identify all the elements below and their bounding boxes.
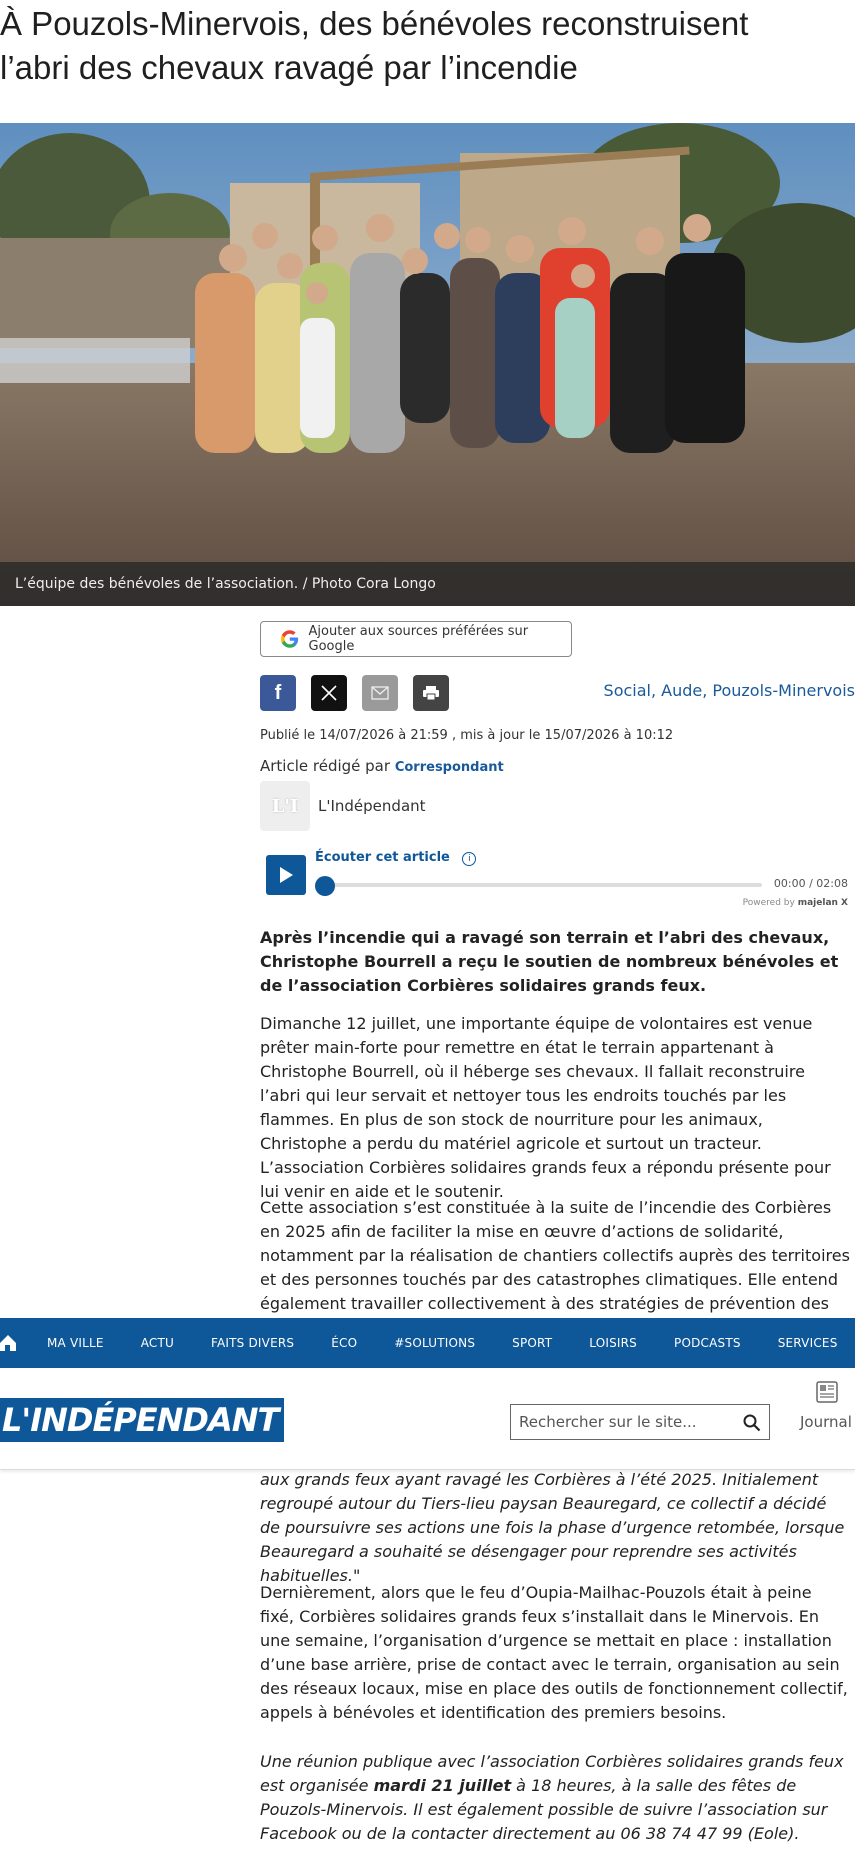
- site-logo[interactable]: L'INDÉPENDANT: [0, 1398, 284, 1442]
- google-button-label: Ajouter aux sources préférées sur Google: [308, 624, 529, 654]
- article-info-note: [260, 1750, 850, 1846]
- nav-item-podcasts[interactable]: PODCASTS: [674, 1336, 741, 1350]
- listen-label: [315, 850, 476, 866]
- newspaper-icon[interactable]: [815, 1380, 839, 1404]
- nav-item-faits-divers[interactable]: FAITS DIVERS: [210, 1336, 295, 1350]
- audio-time: 00:00 / 02:08: [773, 877, 848, 890]
- google-icon: [281, 630, 299, 648]
- article-tags[interactable]: Social, Aude, Pouzols-Minervois: [603, 681, 855, 700]
- article-lead: Après l’incendie qui a ravagé son terrain et l’abri des chevaux, Christophe Bourrell a reçu le soutien de nombreux bénévoles et de l’association Corbières solidaires grands feux.: [260, 928, 839, 995]
- listen-text: Écouter cet article: [315, 850, 450, 865]
- article-quote: aux grands feux ayant ravagé les Corbières à l’été 2025. Initialement regroupé autour du Tiers-lieu paysan Beauregard, ce collectif a décidé de poursuivre ses actions une fois la phase d’urgence retombée, lorsque Beauregard a souhaité se désengager pour reprendre ses activités habituelles.": [260, 1470, 845, 1585]
- powered-by-brand: majelan X: [797, 898, 848, 908]
- info-note-start: Une réunion publique avec l’association Corbières solidaires grands feux est organisée: [260, 1752, 844, 1795]
- publisher-logo-text: L'I: [271, 795, 299, 817]
- nav-item-solutions[interactable]: #SOLUTIONS: [394, 1336, 476, 1350]
- play-button[interactable]: [266, 855, 306, 895]
- article-paragraph: Dernièrement, alors que le feu d’Oupia-Mailhac-Pouzols était à peine fixé, Corbières solidaires grands feux s’installait dans le Minervois. En une semaine, l’organisation d’urgence se mettait en place : installation d’une base arrière, prise de contact avec le terrain, organisation au sein des réseaux locaux, mise en place des outils de fonctionnement collectif, appels à bénévoles et identification des premiers besoins.: [260, 1583, 848, 1722]
- search-placeholder: Rechercher sur le site...: [519, 1413, 697, 1431]
- audio-progress-handle[interactable]: [315, 876, 335, 896]
- main-navigation: [0, 1318, 855, 1368]
- article-paragraph: Cette association s’est constituée à la suite de l’incendie des Corbières en 2025 afin de faciliter la mise en œuvre d’actions de solidarité, notamment par la réalisation de chantiers collectifs auprès des territoires et des personnes touchés par des catastrophes climatiques. Elle entend également travailler collectivement à des stratégies de prévention des: [260, 1198, 850, 1313]
- info-note-end: à 18 heures, à la salle des fêtes de Pouzols-Minervois. Il est également possible de suivre l’association sur Facebook ou de la contacter directement au 06 38 74 47 99 (Eole).: [260, 1776, 828, 1843]
- article-title: [0, 0, 855, 90]
- x-icon: [320, 684, 338, 702]
- print-button[interactable]: [413, 675, 449, 711]
- author-line: [260, 757, 504, 775]
- nav-item-eco[interactable]: ÉCO: [331, 1336, 358, 1350]
- article-title-line1: À Pouzols-Minervois, des bénévoles reconstruisent: [0, 5, 749, 42]
- nav-item-sport[interactable]: SPORT: [512, 1336, 553, 1350]
- info-note-date: mardi 21 juillet: [373, 1776, 512, 1795]
- site-header: [0, 1368, 855, 1470]
- search-input[interactable]: [510, 1404, 770, 1440]
- powered-by: [743, 898, 848, 908]
- journal-link[interactable]: Journal: [800, 1413, 852, 1431]
- home-button[interactable]: [0, 1318, 16, 1368]
- mail-icon: [371, 686, 389, 700]
- search-icon[interactable]: [743, 1414, 761, 1432]
- x-share-button[interactable]: [311, 675, 347, 711]
- publisher-logo: [260, 781, 310, 831]
- facebook-share-button[interactable]: [260, 675, 296, 711]
- article-photo: [0, 123, 855, 606]
- printer-icon: [422, 685, 440, 701]
- info-icon[interactable]: i: [462, 852, 476, 866]
- play-icon: [278, 866, 294, 884]
- nav-item-loisirs[interactable]: LOISIRS: [589, 1336, 638, 1350]
- home-icon: [0, 1333, 16, 1353]
- powered-by-text: Powered by: [742, 898, 795, 908]
- email-share-button[interactable]: [362, 675, 398, 711]
- nav-item-actu[interactable]: ACTU: [140, 1336, 174, 1350]
- author-link[interactable]: Correspondant: [394, 760, 504, 775]
- publication-date: Publié le 14/07/2026 à 21:59 , mis à jour le 15/07/2026 à 10:12: [260, 728, 674, 743]
- google-preferred-source-button[interactable]: [260, 621, 572, 657]
- nav-item-ma-ville[interactable]: MA VILLE: [47, 1336, 104, 1350]
- volunteers-photo-illustration: [0, 123, 855, 606]
- nav-item-services[interactable]: SERVICES: [777, 1336, 838, 1350]
- facebook-icon: f: [274, 681, 282, 704]
- photo-caption: L’équipe des bénévoles de l’association. / Photo Cora Longo: [0, 562, 855, 606]
- author-prefix: Article rédigé par: [260, 757, 391, 775]
- article-paragraph: Dimanche 12 juillet, une importante équipe de volontaires est venue prêter main-forte pour remettre en état le terrain appartenant à Christophe Bourrell, où il héberge ses chevaux. Il fallait reconstruire l’abri qui leur servait et nettoyer tous les endroits touchés par les flammes. En plus de son stock de nourriture pour les animaux, Christophe a perdu du matériel agricole et surtout un tracteur. L’association Corbières solidaires grands feux a répondu présente pour lui venir en aide et le soutenir.: [260, 1014, 831, 1201]
- article-title-line2: l’abri des chevaux ravagé par l’incendie: [0, 49, 578, 86]
- publisher-name: L'Indépendant: [318, 797, 426, 815]
- audio-progress-track[interactable]: [317, 883, 762, 887]
